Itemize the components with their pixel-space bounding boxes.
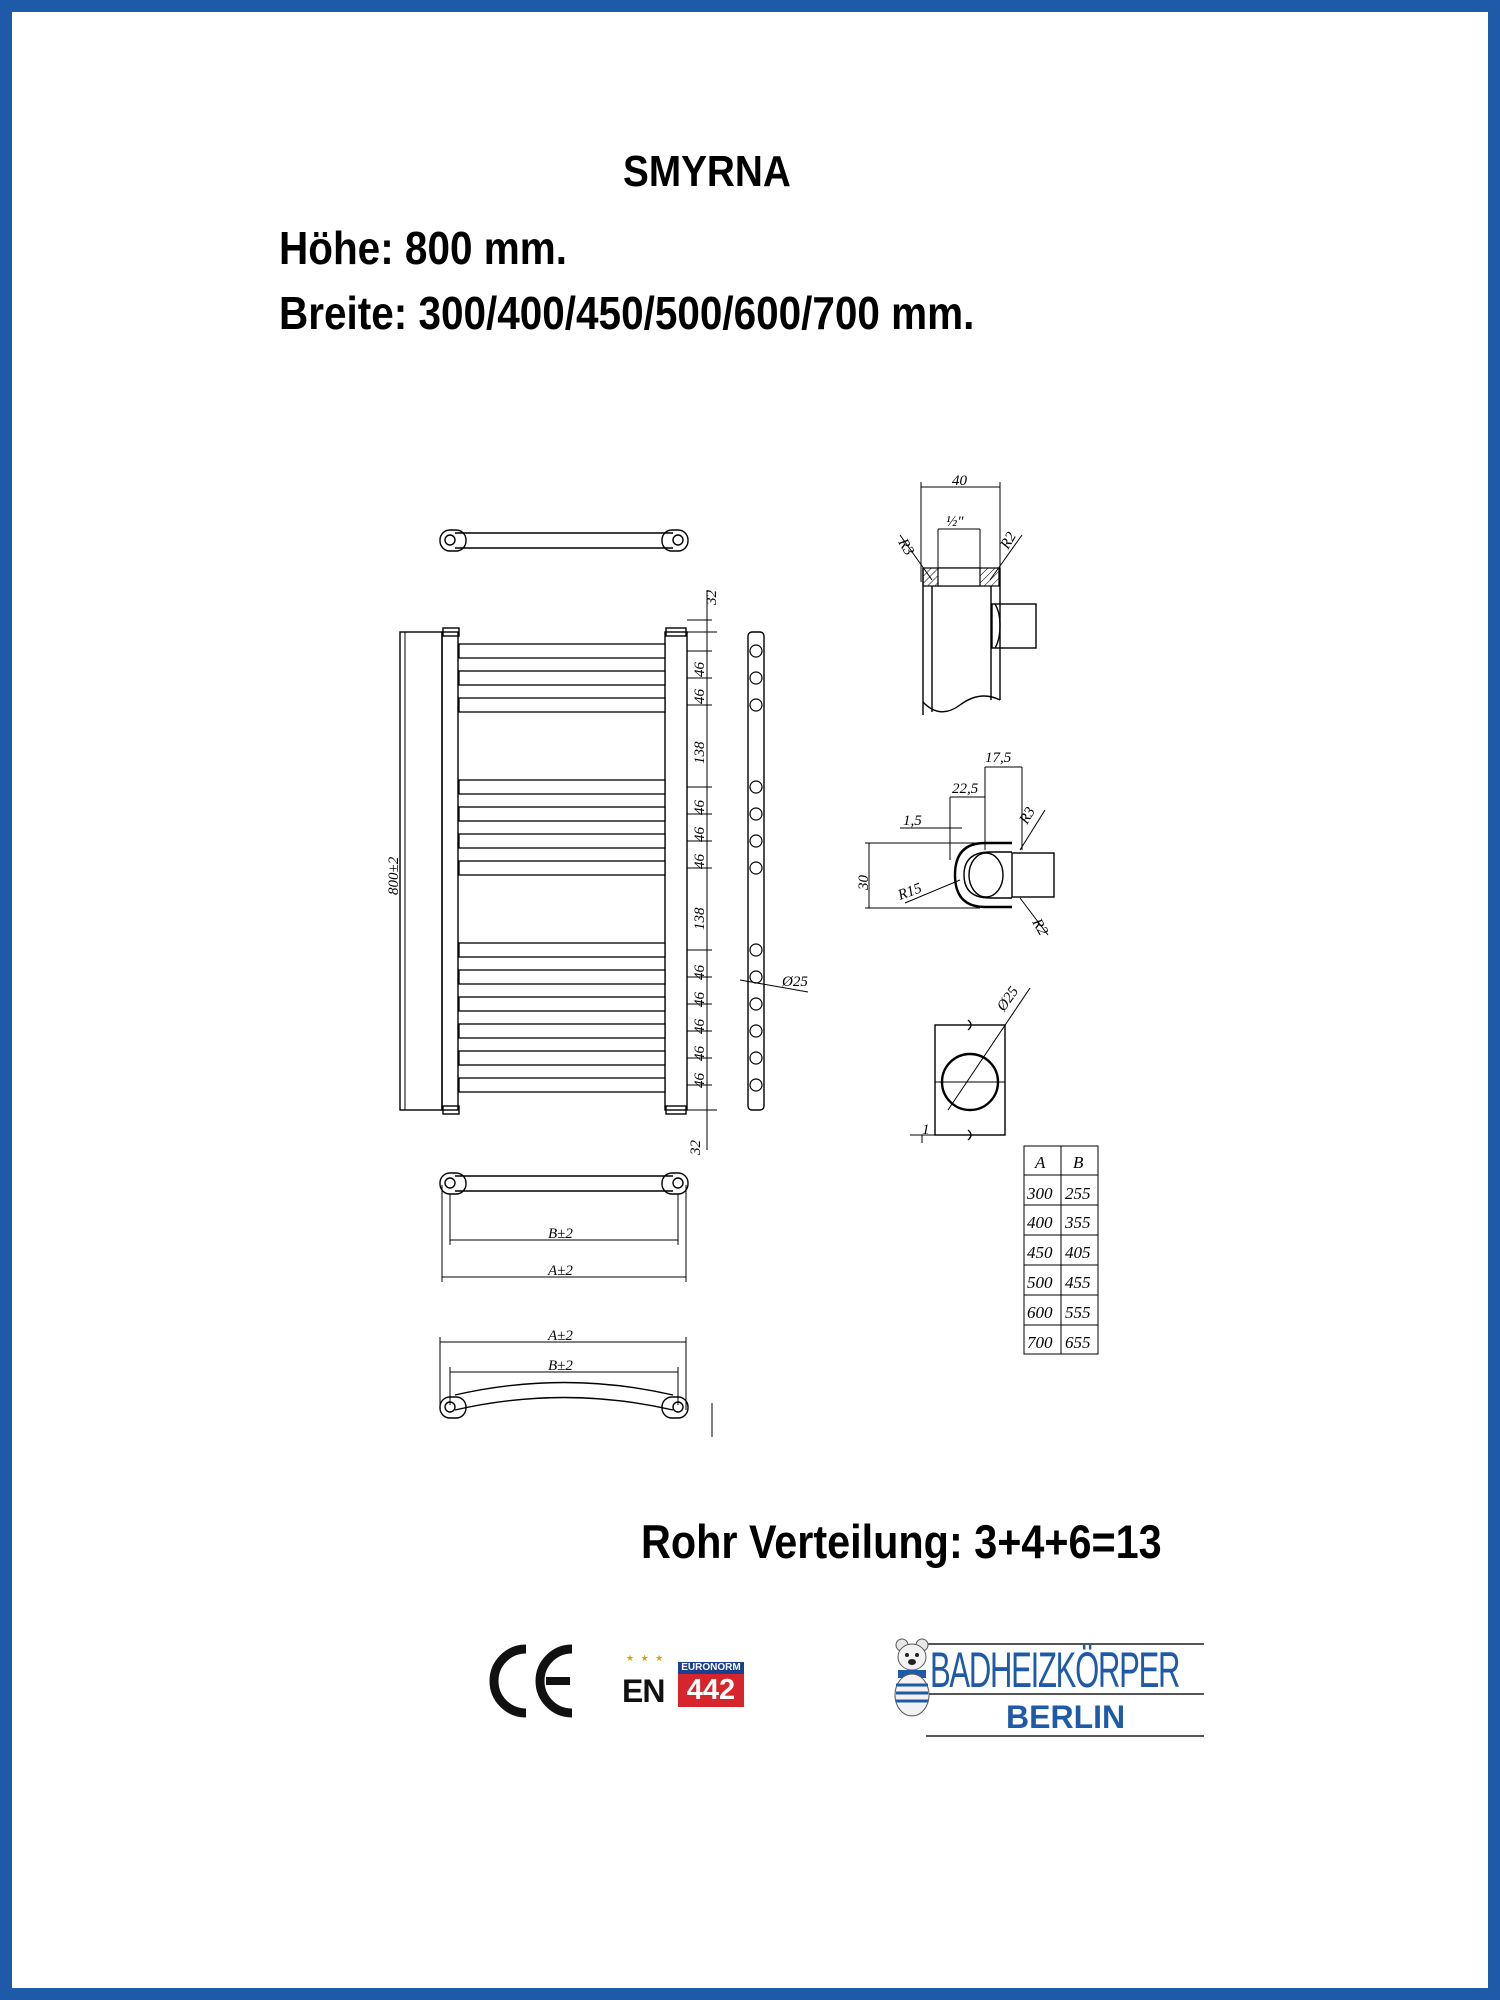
size-table: [1024, 1146, 1098, 1354]
tube-distribution: Rohr Verteilung: 3+4+6=13: [641, 1515, 1162, 1568]
tube-hole: [750, 645, 762, 657]
bottom-gap-label: 32: [688, 1140, 704, 1155]
detail-r15-label: R15: [895, 880, 925, 904]
group-gap-label-2: 138: [692, 907, 708, 930]
height-spec: Höhe: 800 mm.: [279, 222, 567, 274]
horizontal-tube: [459, 834, 665, 848]
brand-logo: [890, 1637, 1208, 1757]
table-cell-a: 400: [1027, 1213, 1053, 1232]
table-header-a: A: [1035, 1153, 1046, 1172]
tube-group: [459, 644, 665, 1092]
horizontal-tube: [459, 780, 665, 794]
detail-17-5-label: 17,5: [985, 750, 1012, 766]
tube-hole: [750, 944, 762, 956]
detail-hole: [910, 984, 1030, 1143]
en-number: 442: [678, 1674, 744, 1707]
horizontal-tube: [459, 671, 665, 685]
detail-22-5-label: 22,5: [952, 781, 979, 797]
spacing-label-3: 46: [692, 800, 708, 815]
horizontal-tube: [459, 861, 665, 875]
detail-thread-label: ½": [946, 514, 964, 530]
detail-r3-label-1: R3: [894, 536, 917, 559]
bottom-view-straight: [440, 1173, 688, 1282]
front-view: [400, 628, 687, 1114]
table-cell-b: 405: [1065, 1243, 1091, 1262]
tube-hole: [750, 699, 762, 711]
en-442-logo: [622, 1655, 752, 1715]
detail-width-label: 40: [952, 473, 967, 489]
spacing-label-8: 46: [692, 1019, 708, 1034]
top-gap-label: 32: [704, 590, 720, 605]
a-dim-label-2: A±2: [548, 1328, 573, 1344]
detail-r2-label-1: R2: [997, 529, 1020, 552]
horizontal-tube: [459, 970, 665, 984]
spacing-label-4: 46: [692, 827, 708, 842]
table-cell-b: 555: [1065, 1303, 1091, 1322]
tube-hole: [750, 862, 762, 874]
table-cell-a: 700: [1027, 1333, 1053, 1352]
tube-hole: [750, 1079, 762, 1091]
detail-r3-label-2: R3: [1016, 804, 1039, 827]
b-dim-label-1: B±2: [548, 1226, 573, 1242]
height-dim-label: 800±2: [386, 856, 402, 895]
table-cell-b: 655: [1065, 1333, 1091, 1352]
table-cell-b: 255: [1065, 1184, 1091, 1203]
horizontal-tube: [459, 943, 665, 957]
ce-mark-logo: [488, 1643, 578, 1719]
spacing-dimension-chain: [687, 590, 720, 1157]
tube-hole: [750, 971, 762, 983]
a-dim-label-1: A±2: [548, 1263, 573, 1279]
horizontal-tube: [459, 644, 665, 658]
en-stars: ★ ★ ★: [626, 1653, 666, 1663]
tube-hole: [750, 998, 762, 1010]
tube-hole: [750, 835, 762, 847]
detail-r2-label-2: R2: [1028, 916, 1051, 939]
table-cell-a: 600: [1027, 1303, 1053, 1322]
detail-1-label: 1: [922, 1122, 930, 1138]
spacing-label-7: 46: [692, 992, 708, 1007]
detail-30-label: 30: [856, 875, 872, 890]
spacing-label-10: 46: [692, 1073, 708, 1088]
table-header-b: B: [1073, 1153, 1084, 1172]
brand-name: BADHEIZKÖRPER: [930, 1642, 1180, 1698]
spacing-label-1: 46: [692, 662, 708, 677]
horizontal-tube: [459, 807, 665, 821]
tube-hole: [750, 781, 762, 793]
side-view: [740, 632, 808, 1110]
table-cell-b: 355: [1065, 1213, 1091, 1232]
height-dimension: [386, 632, 410, 1110]
bear-mascot-icon: [890, 1637, 934, 1717]
tube-hole: [750, 672, 762, 684]
spacing-label-9: 46: [692, 1046, 708, 1061]
product-title: SMYRNA: [623, 147, 791, 196]
detail-1-5-label: 1,5: [903, 813, 922, 829]
detail-connection: [894, 473, 1036, 715]
en-euronorm-label: EURONORM: [678, 1662, 744, 1674]
width-spec: Breite: 300/400/450/500/600/700 mm.: [279, 287, 975, 339]
bottom-view-curved: [440, 1328, 712, 1437]
table-cell-a: 500: [1027, 1273, 1053, 1292]
table-cell-a: 450: [1027, 1243, 1053, 1262]
spacing-label-2: 46: [692, 689, 708, 704]
horizontal-tube: [459, 698, 665, 712]
hole-diameter-label: Ø25: [782, 974, 808, 990]
table-cell-a: 300: [1027, 1184, 1053, 1203]
top-view: [440, 530, 688, 551]
table-cell-b: 455: [1065, 1273, 1091, 1292]
tube-hole: [750, 1025, 762, 1037]
tube-hole: [750, 808, 762, 820]
spacing-label-6: 46: [692, 965, 708, 980]
horizontal-tube: [459, 1024, 665, 1038]
detail-d25-label: Ø25: [994, 983, 1023, 1015]
tube-hole: [750, 1052, 762, 1064]
horizontal-tube: [459, 1078, 665, 1092]
horizontal-tube: [459, 1051, 665, 1065]
b-dim-label-2: B±2: [548, 1358, 573, 1374]
spacing-label-5: 46: [692, 854, 708, 869]
group-gap-label-1: 138: [692, 741, 708, 764]
brand-city: BERLIN: [1006, 1699, 1126, 1735]
en-letters: EN: [622, 1673, 665, 1709]
horizontal-tube: [459, 997, 665, 1011]
detail-bend: [856, 750, 1054, 939]
